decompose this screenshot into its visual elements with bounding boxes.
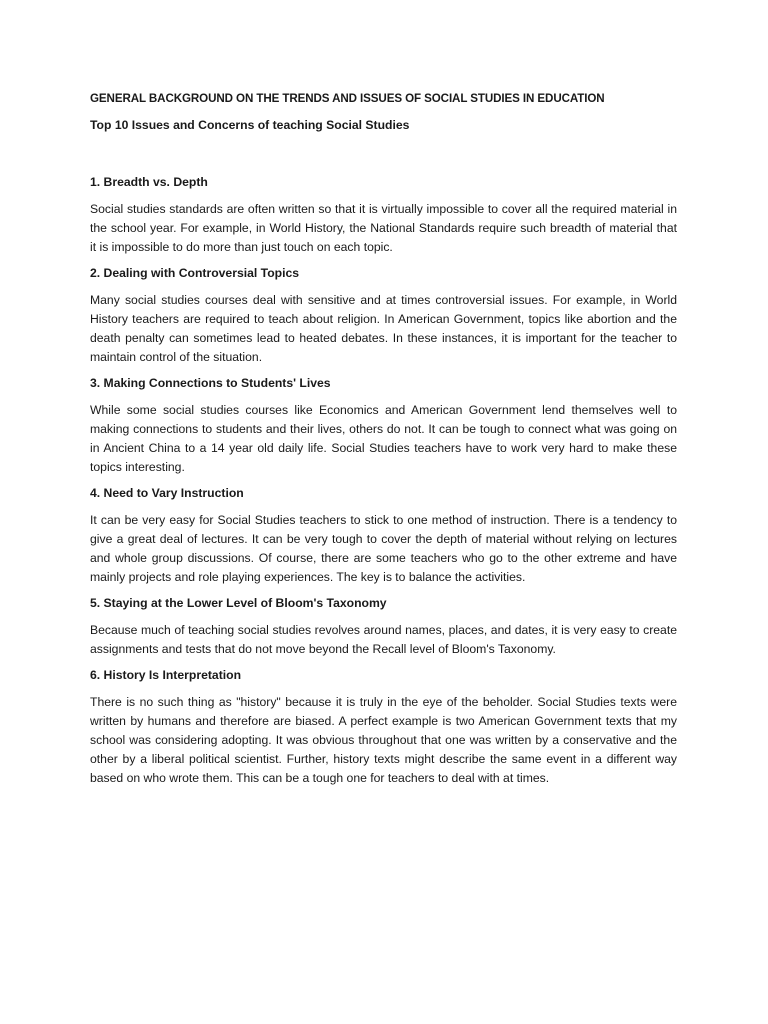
section-history-interpretation (90, 668, 677, 788)
section-heading: 3. Making Connections to Students' Lives (90, 376, 331, 390)
section-controversial-topics (90, 266, 677, 367)
document-page (90, 92, 677, 788)
section-connections-to-lives (90, 376, 677, 477)
section-heading: 1. Breadth vs. Depth (90, 175, 208, 189)
section-paragraph: It can be very easy for Social Studies teachers to stick to one method of instruction. There is a tendency to give a great deal of lectures. It can be very tough to cover the depth of material without relying on lectures and whole group discussions. Of course, there are some teachers who go to the other extreme and have mainly projects and role playing experiences. The key is to balance the activities. (90, 513, 677, 584)
section-paragraph: While some social studies courses like Economics and American Government lend themselves well to making connections to students and their lives, others do not. It can be tough to connect what was going on in Ancient China to a 14 year old daily life. Social Studies teachers have to work very hard to make these topics interesting. (90, 403, 677, 474)
section-vary-instruction (90, 486, 677, 587)
section-heading: 5. Staying at the Lower Level of Bloom's Taxonomy (90, 596, 387, 610)
section-blooms-taxonomy (90, 596, 677, 659)
section-paragraph: Many social studies courses deal with sensitive and at times controversial issues. For example, in World History teachers are required to teach about religion. In American Government, topics like abortion and the death penalty can sometimes lead to heated debates. In these instances, it is important for the teacher to maintain control of the situation. (90, 293, 677, 364)
section-paragraph: Because much of teaching social studies revolves around names, places, and dates, it is very easy to create assignments and tests that do not move beyond the Recall level of Bloom's Taxonomy. (90, 623, 677, 656)
section-paragraph: Social studies standards are often written so that it is virtually impossible to cover all the required material in the school year. For example, in World History, the National Standards require such breadth of material that it is impossible to do more than just touch on each topic. (90, 202, 677, 254)
section-heading: 2. Dealing with Controversial Topics (90, 266, 300, 280)
document-subtitle: Top 10 Issues and Concerns of teaching Social Studies (90, 118, 410, 132)
section-heading: 4. Need to Vary Instruction (90, 486, 244, 500)
section-heading: 6. History Is Interpretation (90, 668, 242, 682)
document-title: GENERAL BACKGROUND ON THE TRENDS AND ISSUES OF SOCIAL STUDIES IN EDUCATION (90, 92, 605, 105)
section-breadth-vs-depth (90, 175, 677, 257)
section-paragraph: There is no such thing as "history" because it is truly in the eye of the beholder. Social Studies texts were written by humans and therefore are biased. A perfect example is two American Government texts that my school was considering adopting. It was obvious throughout that one was written by a conservative and the other by a liberal political scientist. Further, history texts might describe the same event in a different way based on who wrote them. This can be a tough one for teachers to deal with at times. (90, 695, 677, 785)
